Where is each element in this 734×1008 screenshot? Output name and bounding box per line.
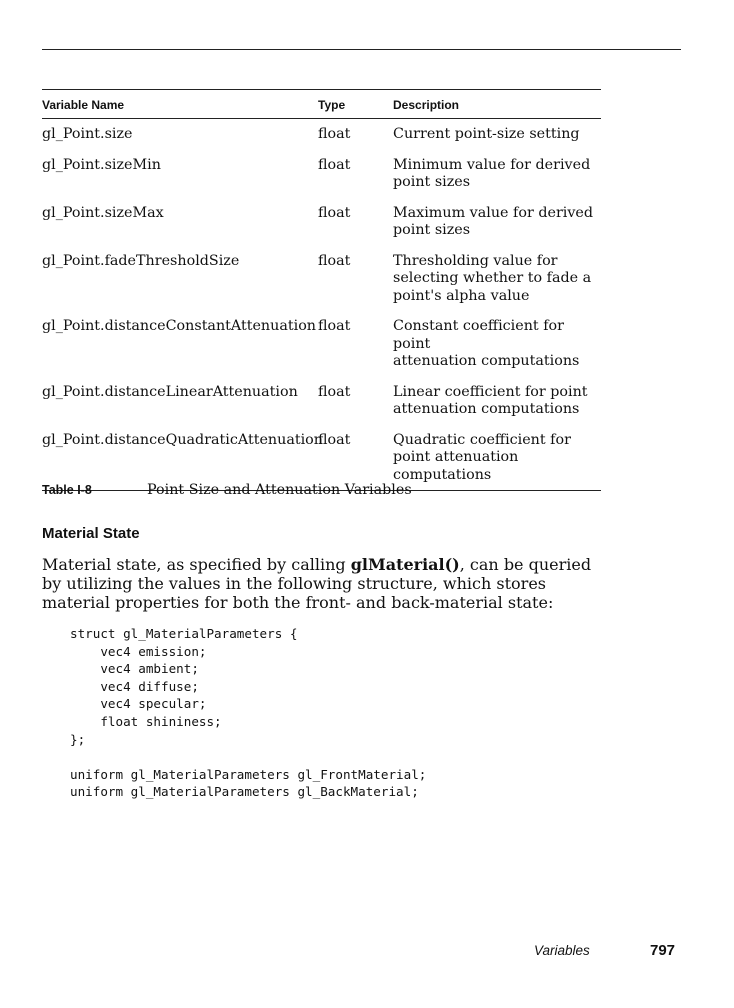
function-name: glMaterial() — [350, 555, 460, 574]
cell-description: Quadratic coefficient for point attenuation computations — [393, 431, 571, 483]
table-row — [42, 205, 601, 240]
point-variables-table — [42, 89, 601, 491]
table-caption — [42, 482, 412, 498]
table-row — [42, 318, 601, 371]
top-rule — [42, 49, 681, 50]
table-row — [42, 253, 601, 306]
cell-type: float — [318, 431, 351, 448]
running-footer-section: Variables — [534, 943, 590, 958]
cell-variable-name: gl_Point.fadeThresholdSize — [42, 252, 240, 269]
cell-description: Maximum value for derived point sizes — [393, 204, 594, 238]
cell-description: Thresholding value for selecting whether to fade a point's alpha value — [393, 252, 592, 304]
body-paragraph — [42, 555, 602, 612]
table-caption-text: Point Size and Attenuation Variables — [147, 482, 412, 498]
cell-description: Minimum value for derived point sizes — [393, 156, 591, 190]
cell-type: float — [318, 126, 351, 142]
cell-type: float — [318, 383, 351, 400]
cell-description: Current point-size setting — [393, 126, 580, 142]
section-heading: Material State — [42, 525, 140, 542]
paragraph-text-after: , can be queried by utilizing the values in the following structure, which stores material properties for both the front- and back-material state: — [42, 555, 592, 612]
cell-type: float — [318, 318, 351, 334]
paragraph-text-before: Material state, as specified by calling — [42, 555, 351, 574]
cell-type: float — [318, 204, 351, 221]
cell-variable-name: gl_Point.distanceQuadraticAttenuation — [42, 431, 323, 448]
header-description: Description — [393, 97, 460, 112]
header-type: Type — [318, 97, 346, 112]
table-body — [42, 126, 601, 484]
cell-variable-name: gl_Point.distanceConstantAttenuation — [42, 318, 317, 334]
header-variable-name: Variable Name — [42, 97, 125, 112]
table-row — [42, 157, 601, 192]
cell-description: Constant coefficient for point attenuation computations — [393, 318, 580, 369]
cell-type: float — [318, 252, 351, 269]
code-listing: struct gl_MaterialParameters { vec4 emission; vec4 ambient; vec4 diffuse; vec4 specular; float shininess; }; uniform gl_MaterialParameters gl_FrontMaterial; uniform gl_MaterialParameters gl_BackMaterial; — [70, 626, 427, 800]
cell-variable-name: gl_Point.sizeMax — [42, 204, 164, 221]
table-row — [42, 126, 601, 144]
cell-variable-name: gl_Point.size — [42, 126, 133, 142]
table-row — [42, 384, 601, 419]
table-caption-label: Table I-8 — [42, 483, 92, 497]
cell-type: float — [318, 156, 351, 173]
cell-description: Linear coefficient for point attenuation computations — [393, 383, 588, 417]
cell-variable-name: gl_Point.distanceLinearAttenuation — [42, 383, 298, 400]
page-number: 797 — [650, 942, 676, 959]
cell-variable-name: gl_Point.sizeMin — [42, 156, 161, 173]
table-header-row — [42, 90, 601, 119]
table-row — [42, 432, 601, 485]
